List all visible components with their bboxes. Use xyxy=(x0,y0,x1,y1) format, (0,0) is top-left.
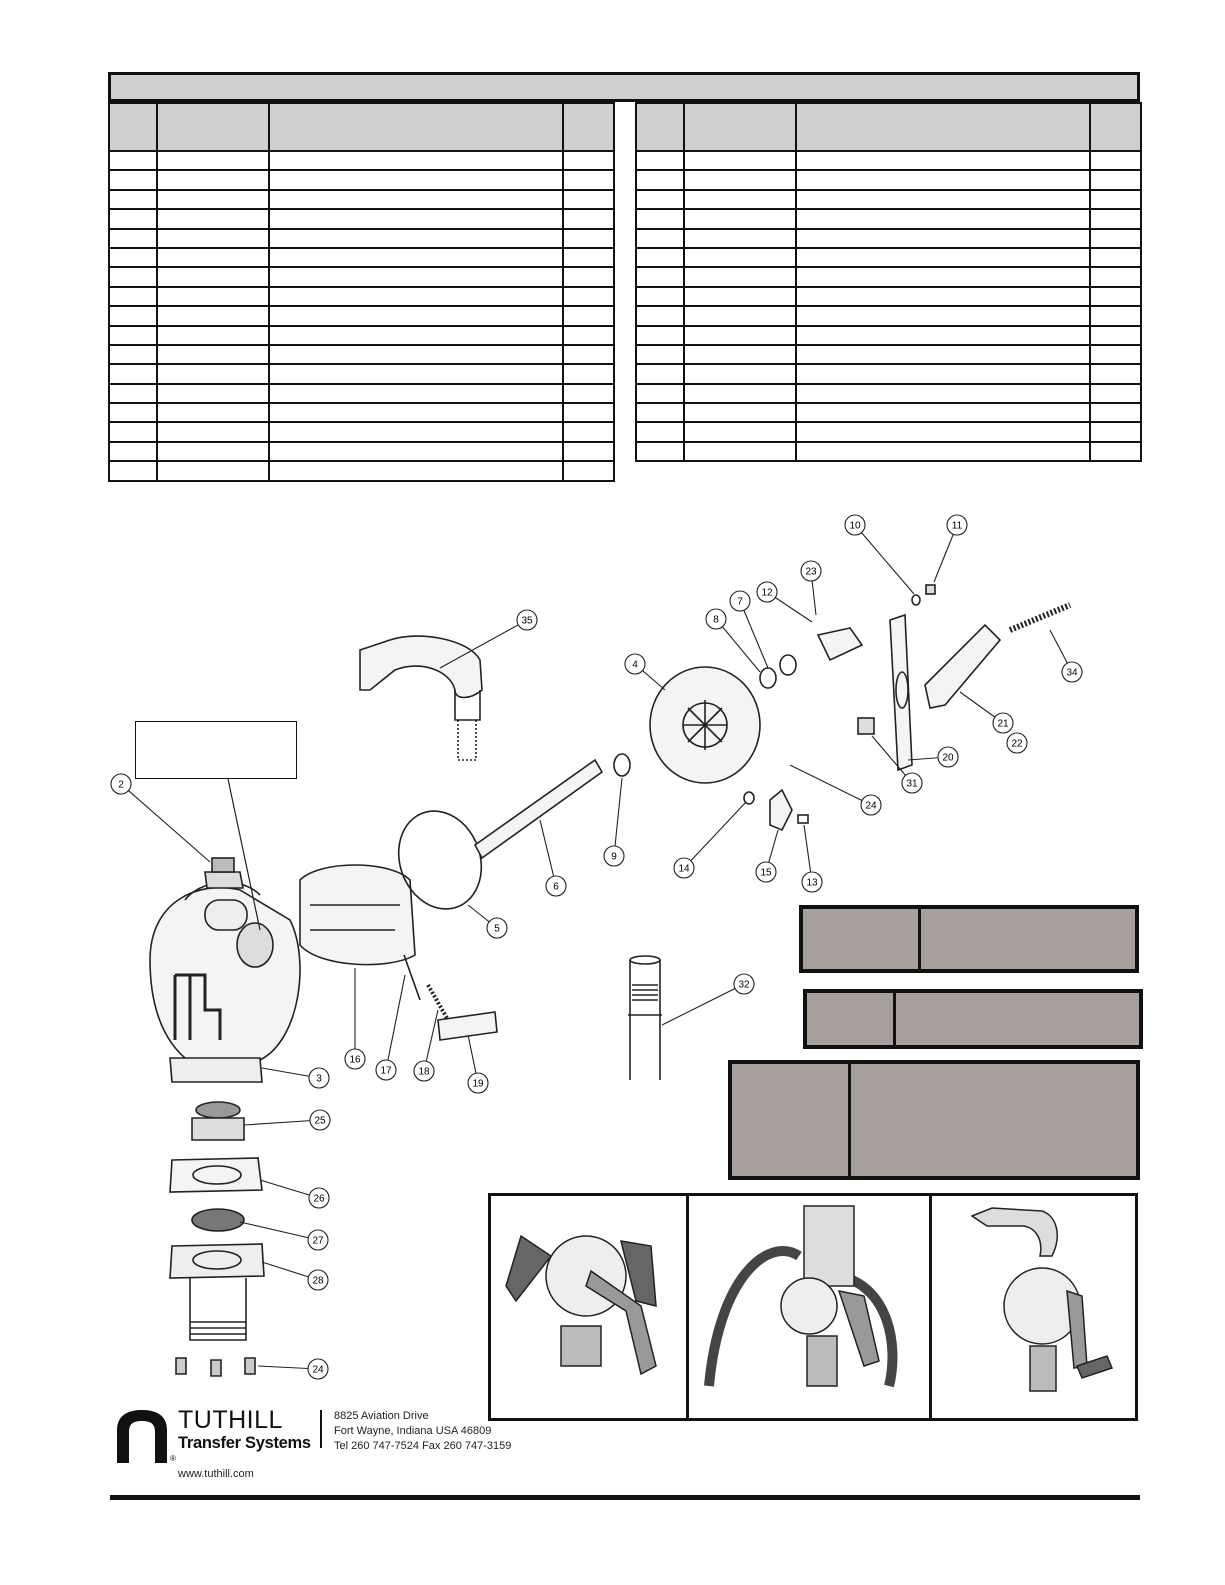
callout-24 xyxy=(258,1359,328,1379)
product-photos xyxy=(488,1193,1138,1421)
callout-8 xyxy=(706,609,760,672)
callout-19 xyxy=(468,1035,488,1093)
callout-label: 25 xyxy=(314,1115,326,1127)
callout-17 xyxy=(376,975,405,1080)
callout-21 xyxy=(960,692,1013,733)
address-block xyxy=(334,1409,511,1454)
callout-22 xyxy=(1007,733,1027,753)
callout-label: 32 xyxy=(738,979,750,991)
photo-rotary-pump-hoses xyxy=(491,1196,689,1418)
callout-label: 15 xyxy=(760,867,772,879)
callout-34 xyxy=(1050,630,1082,682)
callout-20 xyxy=(908,747,958,767)
callout-label: 6 xyxy=(553,881,559,893)
tuthill-logo-icon xyxy=(115,1408,170,1463)
callout-label: 3 xyxy=(316,1073,322,1085)
callout-24 xyxy=(790,765,881,815)
address-line-2: Fort Wayne, Indiana USA 46809 xyxy=(334,1425,492,1437)
brand-line-2: Transfer Systems xyxy=(178,1434,311,1452)
callout-4 xyxy=(625,654,665,690)
callout-label: 5 xyxy=(494,923,500,935)
callout-7 xyxy=(730,591,768,668)
address-line-3: Tel 260 747-7524 Fax 260 747-3159 xyxy=(334,1440,512,1452)
callout-23 xyxy=(801,561,821,615)
callout-label: 9 xyxy=(611,851,617,863)
callout-9 xyxy=(604,778,624,866)
callout-label: 20 xyxy=(942,752,954,764)
callout-label: 34 xyxy=(1066,667,1078,679)
callout-26 xyxy=(260,1180,329,1208)
callout-11 xyxy=(934,515,967,582)
callout-18 xyxy=(414,1010,438,1081)
callout-label: 19 xyxy=(472,1078,484,1090)
callout-32 xyxy=(662,974,754,1025)
bottom-rule xyxy=(110,1495,1140,1500)
callout-label: 7 xyxy=(737,596,743,608)
photo-pump-with-spout xyxy=(932,1196,1142,1418)
callout-label: 26 xyxy=(313,1193,325,1205)
callout-label: 16 xyxy=(349,1054,361,1066)
callout-6 xyxy=(540,820,566,896)
callout-10 xyxy=(845,515,914,594)
registered-mark: ® xyxy=(170,1454,176,1463)
website-link[interactable]: www.tuthill.com xyxy=(178,1468,254,1480)
callout-label: 18 xyxy=(418,1066,430,1078)
callout-3 xyxy=(262,1068,329,1088)
callout-label: 12 xyxy=(761,587,773,599)
callout-label: 24 xyxy=(312,1364,324,1376)
callout-28 xyxy=(262,1262,328,1290)
callout-13 xyxy=(802,825,822,892)
callout-label: 13 xyxy=(806,877,818,889)
callout-12 xyxy=(757,582,812,622)
callout-label: 8 xyxy=(713,614,719,626)
callout-label: 24 xyxy=(865,800,877,812)
brand-name xyxy=(178,1407,311,1453)
brand-line-1: TUTHILL xyxy=(178,1406,283,1434)
callout-5 xyxy=(468,905,507,938)
callout-label: 35 xyxy=(521,615,533,627)
address-line-1: 8825 Aviation Drive xyxy=(334,1410,429,1422)
callout-label: 14 xyxy=(678,863,690,875)
callout-label: 23 xyxy=(805,566,817,578)
callout-label: 11 xyxy=(951,520,963,532)
callout-label: 28 xyxy=(312,1275,324,1287)
callout-16 xyxy=(345,968,365,1069)
callout-label: 21 xyxy=(997,718,1009,730)
callout-label: 4 xyxy=(632,659,638,671)
callout-label: 22 xyxy=(1011,738,1023,750)
callout-25 xyxy=(244,1110,330,1130)
callout-label: 27 xyxy=(312,1235,324,1247)
callout-2 xyxy=(111,774,210,862)
callout-label: 17 xyxy=(380,1065,392,1077)
callout-15 xyxy=(756,830,778,882)
callout-label: 31 xyxy=(906,778,918,790)
callout-label: 2 xyxy=(118,779,124,791)
callout-label: 10 xyxy=(849,520,861,532)
photo-meter-pump xyxy=(689,1196,932,1418)
address-divider xyxy=(320,1410,322,1448)
callout-14 xyxy=(674,802,746,878)
